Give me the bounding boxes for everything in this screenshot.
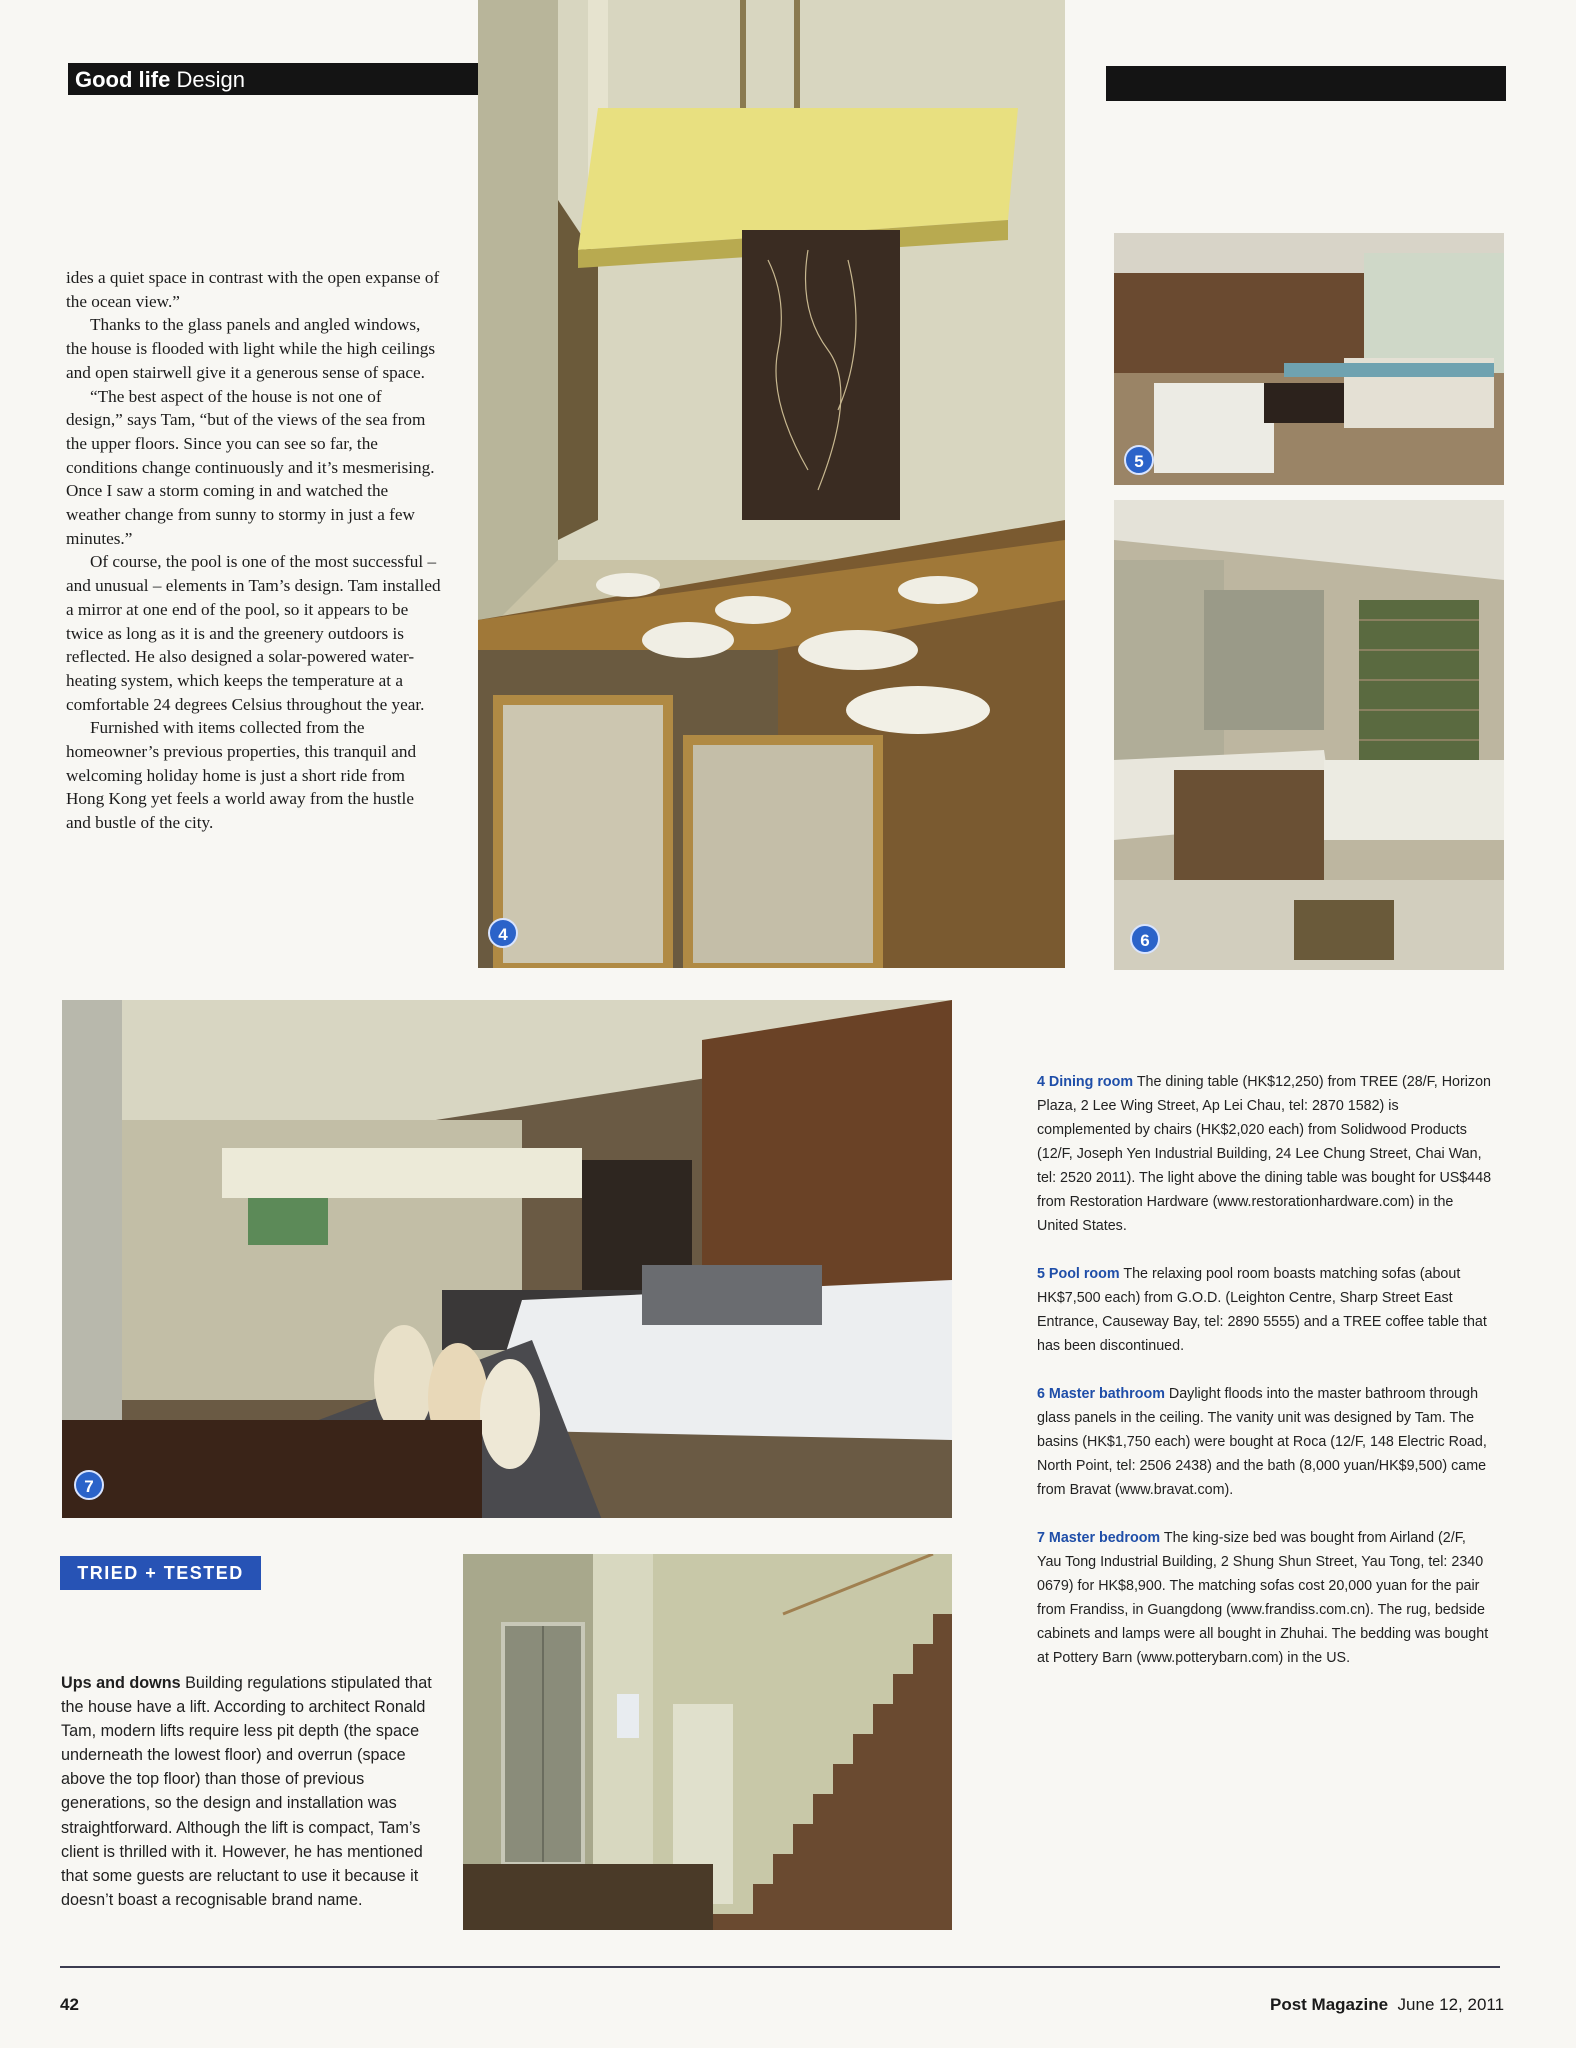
master-bedroom-photo bbox=[62, 1000, 952, 1518]
page-number: 42 bbox=[60, 1995, 79, 2014]
body-paragraph: “The best aspect of the house is not one of design,” says Tam, “but of the views of the sea from the upper floors. Since you can see so far, the conditions change continuously and it’s mesmerising. Once I saw a storm coming in and watched the weather change from sunny to stormy in just a few minutes.” bbox=[66, 386, 435, 548]
body-paragraph: ides a quiet space in contrast with the open expanse of the ocean view.” bbox=[66, 268, 440, 311]
master-bathroom-photo bbox=[1114, 500, 1504, 970]
tried-tested-heading: Ups and downs bbox=[61, 1674, 181, 1692]
section-title bbox=[75, 64, 245, 96]
pool-room-photo bbox=[1114, 233, 1504, 485]
caption-heading: 6 Master bathroom bbox=[1037, 1386, 1165, 1402]
tried-tested-body bbox=[61, 1671, 439, 1912]
photo-number-badge: 4 bbox=[488, 918, 518, 948]
caption-text: The relaxing pool room boasts matching sofas (about HK$7,500 each) from G.O.D. (Leighton Centre, Sharp Street East Entrance, Causeway Bay, tel: 2890 5555) and a TREE coffee table that has been discontinued. bbox=[1037, 1266, 1487, 1354]
publication-name: Post Magazine bbox=[1270, 1995, 1389, 2014]
photo-number-badge: 5 bbox=[1124, 445, 1154, 475]
caption-heading: 4 Dining room bbox=[1037, 1074, 1134, 1090]
caption-pool-room bbox=[1037, 1262, 1492, 1358]
caption-master-bathroom bbox=[1037, 1382, 1492, 1502]
photo-number-badge: 7 bbox=[74, 1470, 104, 1500]
caption-master-bedroom bbox=[1037, 1526, 1492, 1670]
photo-number-badge: 6 bbox=[1130, 924, 1160, 954]
photo-captions bbox=[1037, 1070, 1492, 1694]
dining-room-photo bbox=[478, 0, 1065, 968]
caption-text: The dining table (HK$12,250) from TREE (28/F, Horizon Plaza, 2 Lee Wing Street, Ap Lei Chau, tel: 2870 1582) is complemented by chairs (HK$2,020 each) from Solidwood Products (12/F, Joseph Yen Industrial Building, 24 Lee Chung Street, Chai Wan, tel: 2520 2011). The light above the dining table was bought for US$448 from Restoration Hardware (www.restorationhardware.com) in the United States. bbox=[1037, 1074, 1492, 1234]
tried-tested-text: Building regulations stipulated that the house have a lift. According to architect Ronald Tam, modern lifts require less pit depth (the space underneath the lowest floor) and overrun (space above the top floor) than those of previous generations, so the design and installation was straightforward. Although the lift is compact, Tam’s client is thrilled with it. However, he has mentioned that some guests are reluctant to use it because it doesn’t boast a recognisable brand name. bbox=[61, 1674, 432, 1909]
publication-date: June 12, 2011 bbox=[1397, 1995, 1505, 2014]
caption-text: Daylight floods into the master bathroom through glass panels in the ceiling. The vanity unit was designed by Tam. The basins (HK$1,750 each) were bought at Roca (12/F, 148 Electric Road, North Point, tel: 2506 2438) and the bath (8,000 yuan/HK$9,500) came from Bravat (www.bravat.com). bbox=[1037, 1386, 1487, 1498]
body-paragraph: Of course, the pool is one of the most successful – and unusual – elements in Tam’s design. Tam installed a mirror at one end of the pool, so it appears to be twice as long as it is and the greenery outdoors is reflected. He also designed a solar-powered water-heating system, which keeps the temperature at a comfortable 24 degrees Celsius throughout the year. bbox=[66, 552, 441, 714]
staircase-lift-photo bbox=[463, 1554, 952, 1930]
footer-rule bbox=[60, 1966, 1500, 1968]
tried-tested-label: TRIED + TESTED bbox=[60, 1556, 261, 1590]
caption-heading: 5 Pool room bbox=[1037, 1266, 1120, 1282]
caption-dining-room bbox=[1037, 1070, 1492, 1238]
publication-footer bbox=[1270, 1995, 1504, 2015]
section-title-light: Design bbox=[176, 67, 245, 92]
section-title-bold: Good life bbox=[75, 67, 171, 92]
header-bar-right bbox=[1106, 66, 1506, 101]
caption-heading: 7 Master bedroom bbox=[1037, 1530, 1161, 1546]
article-body bbox=[66, 266, 442, 835]
body-paragraph: Furnished with items collected from the homeowner’s previous properties, this tranquil and welcoming holiday home is just a short ride from Hong Kong yet feels a world away from the hustle and bustle of the city. bbox=[66, 718, 417, 833]
body-paragraph: Thanks to the glass panels and angled windows, the house is flooded with light while the high ceilings and open stairwell give it a generous sense of space. bbox=[66, 315, 436, 382]
caption-text: The king-size bed was bought from Airland (2/F, Yau Tong Industrial Building, 2 Shung Shun Street, Yau Tong, tel: 2340 0679) for HK$8,900. The matching sofas cost 20,000 yuan for the pair from Frandiss, in Guangdong (www.frandiss.com.cn). The rug, bedside cabinets and lamps were all bought in Zhuhai. The bedding was bought at Pottery Barn (www.potterybarn.com) in the US. bbox=[1037, 1530, 1489, 1666]
